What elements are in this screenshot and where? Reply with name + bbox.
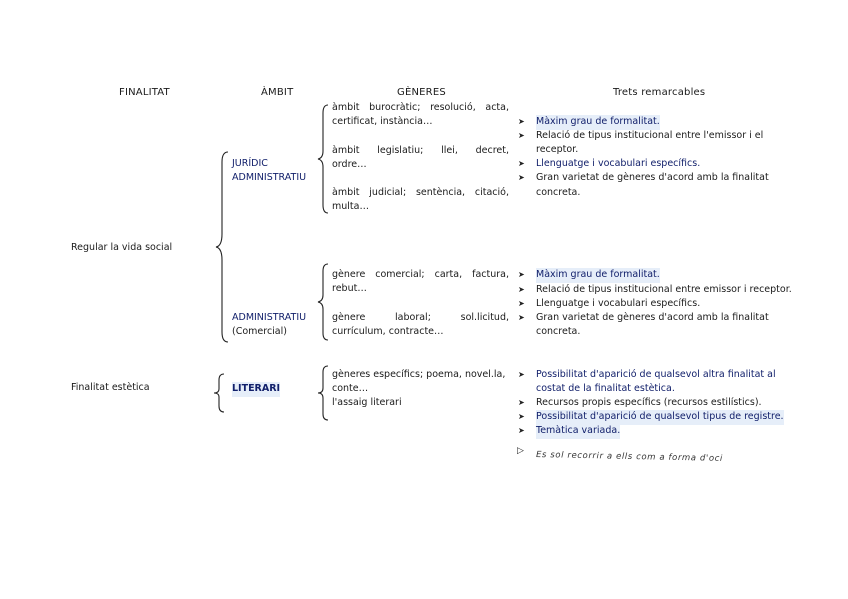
genere-legislatiu-line2: ordre… [332,159,367,170]
tret-admin-4: ➤ Gran varietat de gèneres d'acord amb la finalitat [518,311,536,326]
tret-literari-2: ➤ Recursos propis específics (recursos estilístics). [518,396,536,411]
arrow-bullet-icon: ➤ [518,270,525,279]
genere-laboral-line1: gènere laboral; sol.licitud, [332,312,509,323]
ambit-admin-line1: ADMINISTRATIU [232,312,307,323]
header-trets: Trets remarcables [613,87,706,98]
tret-admin-4-cont: concreta. [536,326,581,337]
finalitat-social: Regular la vida social [71,242,173,253]
genere-judicial-line2: multa… [332,201,369,212]
genere-comercial-line2: rebut… [332,283,367,294]
arrow-bullet-icon: ➤ [518,426,525,435]
brace-social [214,150,230,345]
arrow-bullet-icon: ➤ [518,313,525,322]
ambit-literari: LITERARI [232,382,280,397]
genere-especifics-line2: conte… [332,383,369,394]
genere-assaig: l'assaig literari [332,397,402,408]
genere-especifics-line1: gèneres específics; poema, novel.la, [332,369,506,380]
ambit-juridic-line2: ADMINISTRATIU [232,172,307,183]
genere-laboral-line2: currículum, contracte… [332,326,444,337]
genere-legislatiu-line1: àmbit legislatiu; llei, decret, [332,145,509,156]
genere-burocratic-line1: àmbit burocràtic; resolució, acta, [332,102,509,113]
tret-literari-4: ➤ Temàtica variada. [518,424,536,439]
tret-juridic-1: ➤ Màxim grau de formalitat. [518,115,536,130]
tret-admin-3: ➤ Llenguatge i vocabulari específics. [518,297,536,312]
arrow-bullet-icon: ➤ [518,131,525,140]
ambit-juridic-line1: JURÍDIC [232,158,268,169]
genere-comercial-line1: gènere comercial; carta, factura, [332,269,509,280]
arrow-bullet-icon: ➤ [518,299,525,308]
brace-literari-ambit [212,372,226,414]
tret-juridic-4: ➤ Gran varietat de gèneres d'acord amb la finalitat [518,171,536,186]
tret-juridic-2-cont: receptor. [536,144,579,155]
ambit-admin-line2: (Comercial) [232,326,287,337]
tret-juridic-4-cont: concreta. [536,187,581,198]
arrow-bullet-icon: ➤ [518,370,525,379]
genere-judicial-line1: àmbit judicial; sentència, citació, [332,187,509,198]
tret-juridic-3: ➤ Llenguatge i vocabulari específics. [518,157,536,172]
arrow-bullet-icon: ➤ [518,285,525,294]
arrow-bullet-icon: ➤ [518,159,525,168]
brace-literari-generes [316,364,330,422]
hand-arrow-icon: ▷ [517,446,524,456]
brace-admin-generes [316,262,330,342]
tret-literari-1-cont: costat de la finalitat estètica. [536,383,675,394]
header-generes: GÈNERES [397,87,446,98]
arrow-bullet-icon: ➤ [518,398,525,407]
handwritten-note: Es sol recorrir a ells com a forma d'oci [535,450,724,464]
arrow-bullet-icon: ➤ [518,412,525,421]
finalitat-estetica: Finalitat estètica [71,382,150,393]
tret-literari-3: ➤ Possibilitat d'aparició de qualsevol tipus de registre. [518,410,536,425]
arrow-bullet-icon: ➤ [518,117,525,126]
header-ambit: ÀMBIT [261,87,294,98]
tret-admin-1: ➤ Màxim grau de formalitat. [518,268,536,283]
arrow-bullet-icon: ➤ [518,173,525,182]
genere-burocratic-line2: certificat, instància… [332,116,433,127]
tret-literari-1: ➤ Possibilitat d'aparició de qualsevol altra finalitat al [518,368,536,383]
tret-admin-2: ➤ Relació de tipus institucional entre emissor i receptor. [518,283,536,298]
header-finalitat: FINALITAT [119,87,170,98]
tret-juridic-2: ➤ Relació de tipus institucional entre l'emissor i el [518,129,536,144]
brace-juridic-generes [316,103,330,215]
